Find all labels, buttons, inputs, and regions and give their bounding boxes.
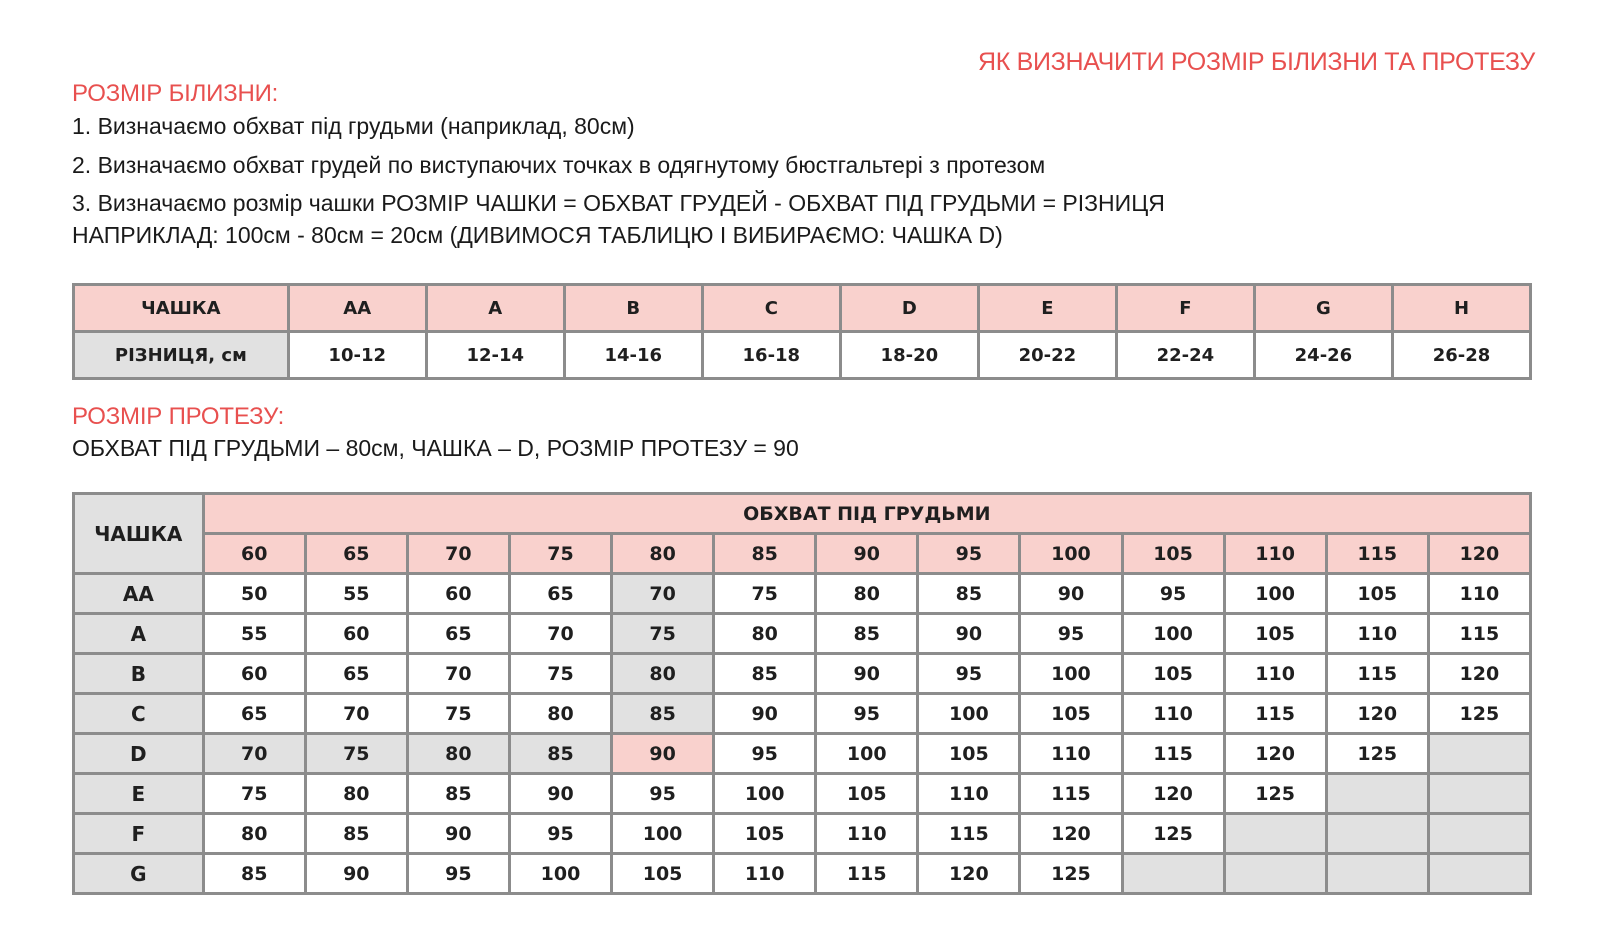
empty-cell xyxy=(1326,814,1428,854)
underbust-header-cell: 75 xyxy=(509,534,611,574)
size-cell: 70 xyxy=(305,694,407,734)
size-cell: 50 xyxy=(203,574,305,614)
size-table-row xyxy=(74,614,1531,654)
cup-header-cell: G xyxy=(1254,285,1392,332)
size-cell: 90 xyxy=(509,774,611,814)
size-cell: 85 xyxy=(816,614,918,654)
empty-cell xyxy=(1428,734,1530,774)
empty-cell xyxy=(1428,854,1530,894)
size-cell: 110 xyxy=(1428,574,1530,614)
underbust-header-cell: 70 xyxy=(407,534,509,574)
underbust-values-row xyxy=(74,534,1531,574)
size-cell: 105 xyxy=(1020,694,1122,734)
cup-difference-table xyxy=(72,283,1532,380)
cup-header-cell: AA xyxy=(288,285,426,332)
size-cell: 120 xyxy=(1428,654,1530,694)
size-cell: 110 xyxy=(918,774,1020,814)
size-cell: 120 xyxy=(1020,814,1122,854)
size-cell: 95 xyxy=(918,654,1020,694)
cup-label-cell: F xyxy=(74,814,204,854)
size-cell: 85 xyxy=(407,774,509,814)
size-cell: 90 xyxy=(918,614,1020,654)
size-cell: 105 xyxy=(714,814,816,854)
size-cell: 110 xyxy=(1326,614,1428,654)
size-table-row xyxy=(74,574,1531,614)
size-cell: 125 xyxy=(1428,694,1530,734)
size-cell: 60 xyxy=(305,614,407,654)
size-cell: 95 xyxy=(1020,614,1122,654)
size-cell: 85 xyxy=(918,574,1020,614)
size-cell: 80 xyxy=(714,614,816,654)
size-cell: 75 xyxy=(407,694,509,734)
size-cell: 60 xyxy=(407,574,509,614)
size-cell: 125 xyxy=(1020,854,1122,894)
size-cell: 115 xyxy=(1428,614,1530,654)
size-cell: 75 xyxy=(509,654,611,694)
size-table-row xyxy=(74,814,1531,854)
empty-cell xyxy=(1224,814,1326,854)
size-cell: 110 xyxy=(1122,694,1224,734)
underbust-group-header: ОБХВАТ ПІД ГРУДЬМИ xyxy=(203,494,1530,534)
size-cell: 105 xyxy=(816,774,918,814)
size-cell: 115 xyxy=(918,814,1020,854)
underbust-header-cell: 115 xyxy=(1326,534,1428,574)
size-cell: 85 xyxy=(714,654,816,694)
size-cell: 85 xyxy=(305,814,407,854)
size-cell: 115 xyxy=(1020,774,1122,814)
cup-row-label: ЧАШКА xyxy=(74,285,289,332)
size-cell: 125 xyxy=(1224,774,1326,814)
size-cell: 95 xyxy=(509,814,611,854)
underbust-header-cell: 80 xyxy=(612,534,714,574)
step-2-text: 2. Визначаємо обхват грудей по виступаючих точках в одягнутому бюстгальтері з протезом xyxy=(72,152,1046,178)
size-cell: 85 xyxy=(509,734,611,774)
size-table-row xyxy=(74,774,1531,814)
size-cell: 55 xyxy=(305,574,407,614)
size-cell: 65 xyxy=(203,694,305,734)
size-cell: 120 xyxy=(1122,774,1224,814)
size-cell: 80 xyxy=(816,574,918,614)
step-3-text: 3. Визначаємо розмір чашки РОЗМІР ЧАШКИ = ОБХВАТ ГРУДЕЙ - ОБХВАТ ПІД ГРУДЬМИ = РІЗНИЦЯ xyxy=(72,190,1165,216)
underbust-header-cell: 120 xyxy=(1428,534,1530,574)
size-table-row xyxy=(74,694,1531,734)
size-cell: 90 xyxy=(714,694,816,734)
difference-cell: 18-20 xyxy=(840,332,978,379)
size-cell: 70 xyxy=(203,734,305,774)
difference-cell: 16-18 xyxy=(702,332,840,379)
size-cell: 120 xyxy=(1224,734,1326,774)
prosthesis-section-title: РОЗМІР ПРОТЕЗУ: xyxy=(72,403,285,430)
underbust-header-cell: 85 xyxy=(714,534,816,574)
underbust-header-cell: 65 xyxy=(305,534,407,574)
empty-cell xyxy=(1224,854,1326,894)
difference-cell: 10-12 xyxy=(288,332,426,379)
underbust-header-cell: 105 xyxy=(1122,534,1224,574)
size-cell: 105 xyxy=(1224,614,1326,654)
empty-cell xyxy=(1428,774,1530,814)
cup-label-cell: B xyxy=(74,654,204,694)
size-cell: 115 xyxy=(1122,734,1224,774)
size-cell: 90 xyxy=(305,854,407,894)
empty-cell xyxy=(1326,854,1428,894)
prosthesis-size-table xyxy=(72,492,1532,895)
size-cell: 70 xyxy=(407,654,509,694)
lingerie-example-text: НАПРИКЛАД: 100см - 80см = 20см (ДИВИМОСЯ ТАБЛИЦЮ І ВИБИРАЄМО: ЧАШКА D) xyxy=(72,222,1003,248)
cup-label-cell: E xyxy=(74,774,204,814)
size-cell: 85 xyxy=(612,694,714,734)
size-cell: 95 xyxy=(612,774,714,814)
size-cell: 80 xyxy=(407,734,509,774)
underbust-header-cell: 60 xyxy=(203,534,305,574)
size-cell: 100 xyxy=(714,774,816,814)
size-table-row xyxy=(74,734,1531,774)
difference-row xyxy=(74,332,1531,379)
prosthesis-example-text: ОБХВАТ ПІД ГРУДЬМИ – 80см, ЧАШКА – D, РОЗМІР ПРОТЕЗУ = 90 xyxy=(72,435,799,461)
size-cell: 60 xyxy=(203,654,305,694)
underbust-header-cell: 100 xyxy=(1020,534,1122,574)
empty-cell xyxy=(1326,774,1428,814)
cup-header-cell: A xyxy=(426,285,564,332)
size-cell: 120 xyxy=(1326,694,1428,734)
step-1-text: 1. Визначаємо обхват під грудьми (наприклад, 80см) xyxy=(72,113,635,139)
page-title: ЯК ВИЗНАЧИТИ РОЗМІР БІЛИЗНИ ТА ПРОТЕЗУ xyxy=(977,48,1535,76)
cup-header-cell: D xyxy=(840,285,978,332)
size-cell: 115 xyxy=(816,854,918,894)
size-cell: 100 xyxy=(918,694,1020,734)
difference-cell: 12-14 xyxy=(426,332,564,379)
underbust-header-cell: 110 xyxy=(1224,534,1326,574)
size-cell: 100 xyxy=(1020,654,1122,694)
size-cell: 125 xyxy=(1122,814,1224,854)
size-cell: 65 xyxy=(509,574,611,614)
size-cell: 70 xyxy=(612,574,714,614)
size-cell: 115 xyxy=(1224,694,1326,734)
size-cell: 75 xyxy=(203,774,305,814)
size-cell: 110 xyxy=(816,814,918,854)
size-cell: 80 xyxy=(612,654,714,694)
difference-cell: 14-16 xyxy=(564,332,702,379)
difference-row-label: РІЗНИЦЯ, см xyxy=(74,332,289,379)
size-cell: 100 xyxy=(509,854,611,894)
size-cell: 105 xyxy=(612,854,714,894)
empty-cell xyxy=(1428,814,1530,854)
size-cell: 80 xyxy=(509,694,611,734)
cup-header-cell: F xyxy=(1116,285,1254,332)
underbust-header-cell: 95 xyxy=(918,534,1020,574)
size-cell: 95 xyxy=(816,694,918,734)
cup-header-cell: B xyxy=(564,285,702,332)
difference-cell: 20-22 xyxy=(978,332,1116,379)
size-cell: 125 xyxy=(1326,734,1428,774)
size-cell: 80 xyxy=(203,814,305,854)
size-cell: 90 xyxy=(407,814,509,854)
cup-label-cell: C xyxy=(74,694,204,734)
difference-cell: 24-26 xyxy=(1254,332,1392,379)
cup-row xyxy=(74,285,1531,332)
size-cell: 100 xyxy=(816,734,918,774)
size-cell: 105 xyxy=(1326,574,1428,614)
cup-label-cell: G xyxy=(74,854,204,894)
cup-header-cell: E xyxy=(978,285,1116,332)
highlighted-size-cell: 90 xyxy=(612,734,714,774)
size-cell: 105 xyxy=(918,734,1020,774)
size-cell: 80 xyxy=(305,774,407,814)
size-cell: 90 xyxy=(1020,574,1122,614)
lingerie-section-title: РОЗМІР БІЛИЗНИ: xyxy=(72,80,279,107)
size-cell: 120 xyxy=(918,854,1020,894)
size-table-header-row xyxy=(74,494,1531,534)
size-cell: 105 xyxy=(1122,654,1224,694)
size-cell: 95 xyxy=(407,854,509,894)
empty-cell xyxy=(1122,854,1224,894)
size-cell: 90 xyxy=(816,654,918,694)
difference-cell: 26-28 xyxy=(1392,332,1530,379)
size-cell: 100 xyxy=(1224,574,1326,614)
size-cell: 55 xyxy=(203,614,305,654)
size-cell: 100 xyxy=(1122,614,1224,654)
underbust-header-cell: 90 xyxy=(816,534,918,574)
cup-label-cell: D xyxy=(74,734,204,774)
cup-label-cell: AA xyxy=(74,574,204,614)
cup-label-cell: A xyxy=(74,614,204,654)
size-cell: 110 xyxy=(1224,654,1326,694)
size-cell: 75 xyxy=(612,614,714,654)
size-table-row xyxy=(74,654,1531,694)
size-cell: 75 xyxy=(305,734,407,774)
cup-header-cell: C xyxy=(702,285,840,332)
size-cell: 65 xyxy=(407,614,509,654)
size-cell: 70 xyxy=(509,614,611,654)
cup-header-cell: H xyxy=(1392,285,1530,332)
size-cell: 65 xyxy=(305,654,407,694)
size-cell: 110 xyxy=(714,854,816,894)
size-cell: 115 xyxy=(1326,654,1428,694)
size-cell: 75 xyxy=(714,574,816,614)
difference-cell: 22-24 xyxy=(1116,332,1254,379)
size-cell: 100 xyxy=(612,814,714,854)
size-table-corner-label: ЧАШКА xyxy=(74,494,204,574)
size-table-row xyxy=(74,854,1531,894)
size-cell: 95 xyxy=(714,734,816,774)
size-cell: 110 xyxy=(1020,734,1122,774)
size-cell: 85 xyxy=(203,854,305,894)
size-cell: 95 xyxy=(1122,574,1224,614)
